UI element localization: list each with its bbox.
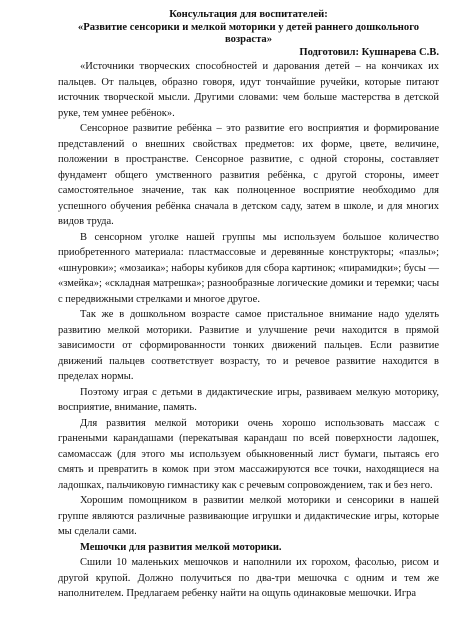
document-body xyxy=(58,59,439,602)
section-heading: Мешочки для развития мелкой моторики. xyxy=(80,541,282,553)
paragraph-sensory-development: Сенсорное развитие ребёнка – это развитие его восприятия и формирование представлений о внешних свойствах предметов: их форме, цвете, величине, положении в пространстве. Сенсорное развитие, с одной стороны, составляет фундамент общего умственного развития ребёнка, с другой стороны, имеет самостоятельное значение, так как полноценное восприятие необходимо для успешного обучения ребёнка сначала в детском саду, затем в школе, и для многих видов труда. xyxy=(58,123,439,227)
document-title-line1: Консультация для воспитателей: xyxy=(169,9,328,20)
author-line: Подготовил: Кушнарева С.В. xyxy=(299,46,439,58)
paragraph-fine-motor: Так же в дошкольном возрасте самое пристальное внимание надо уделять развитию мелкой моторики. Развитие и улучшение речи находится в прямой зависимости от сформированности тонких движений пальцев. Если развитие движений пальцев соответствует возрасту, то и речевое развитие находится в пределах нормы. xyxy=(58,309,439,382)
paragraph-bags: Сшили 10 маленьких мешочков и наполнили их горохом, фасолью, рисом и другой крупой. Должно получиться по два-три мешочка с одним и тем же наполнителем. Предлагаем ребенку найти на ощупь одинаковые мешочки. Игра xyxy=(58,557,439,599)
document-title-line2: «Развитие сенсорики и мелкой моторики у детей раннего дошкольного возраста» xyxy=(77,21,420,45)
paragraph-helpers: Хорошим помощником в развитии мелкой моторики и сенсорики в нашей группе являются различные развивающие игрушки и дидактические игры, которые мы сделали сами. xyxy=(58,495,439,537)
paragraph-didactic-games: Поэтому играя с детьми в дидактические игры, развиваем мелкую моторику, восприятие, внимание, память. xyxy=(58,386,439,413)
paragraph-sensory-corner: В сенсорном уголке нашей группы мы используем большое количество приобретенного материала: пластмассовые и деревянные конструкторы; «пазлы»; «шнуровки»; «мозаика»; наборы кубиков для сбора картинок; «пирамидки»; бусы — «змейка»; «складная матрешка»; разнообразные логические домики и теремки; часы с передвижными стрелками и многое другое. xyxy=(58,231,439,305)
paragraph-epigraph: «Источники творческих способностей и дарования детей – на кончиках их пальцев. От пальцев, образно говоря, идут тончайшие ручейки, которые питают источник творческой мысли. Другими словами: чем больше мастерства в детской руке, тем умнее ребёнок». xyxy=(58,61,439,119)
paragraph-massage: Для развития мелкой моторики очень хорошо использовать массаж с гранеными карандашами (перекатывая карандаш по всей поверхности ладошек, самомассаж (для этого мы используем обыкновенный лист бумаги, пытаясь его смять и превратить в комок при этом массажируются все точки, находящиеся на ладошках, пальчиковую гимнастику как с речевым сопровождением, так и без него. xyxy=(58,417,439,491)
